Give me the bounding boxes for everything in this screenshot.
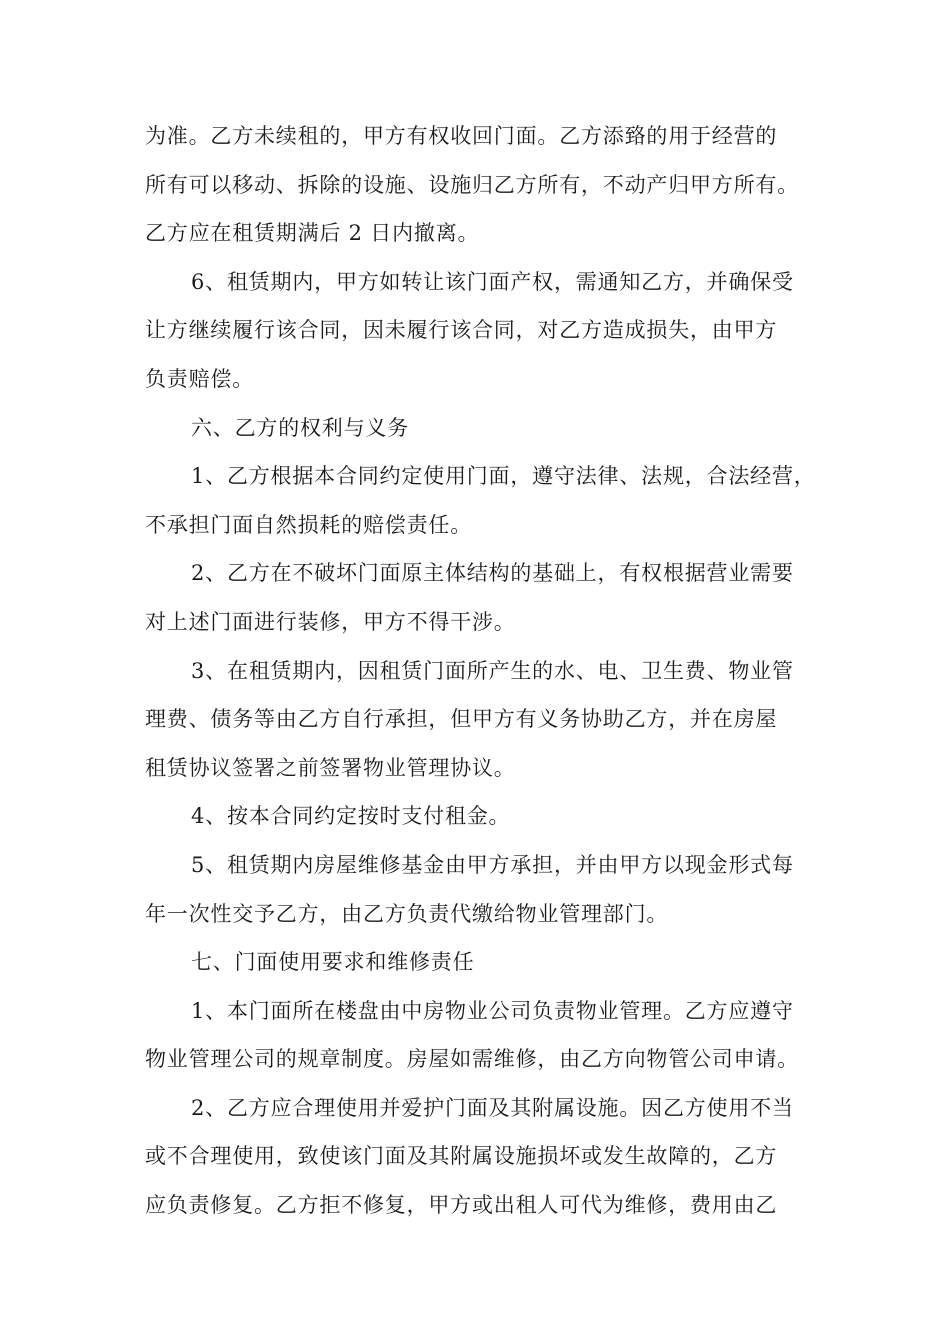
text-line: 负责赔偿。 bbox=[145, 366, 254, 391]
section-heading: 七、门面使用要求和维修责任 bbox=[191, 950, 475, 975]
text-line: 乙方应在租赁期满后 2 日内撤离。 bbox=[145, 221, 480, 246]
paragraph-start-line: 6、租赁期内，甲方如转让该门面产权，需通知乙方，并确保受 bbox=[191, 269, 794, 294]
paragraph-start-line: 4、按本合同约定按时支付租金。 bbox=[191, 804, 511, 829]
paragraph-start-line: 5、租赁期内房屋维修基金由甲方承担，并由甲方以现金形式每 bbox=[191, 852, 794, 877]
text-line: 物业管理公司的规章制度。房屋如需维修，由乙方向物管公司申请。 bbox=[145, 1047, 799, 1072]
document-body bbox=[145, 112, 825, 1230]
paragraph-start-line: 3、在租赁期内，因租赁门面所产生的水、电、卫生费、物业管 bbox=[191, 658, 794, 683]
paragraph-start-line: 1、乙方根据本合同约定使用门面，遵守法律、法规，合法经营， bbox=[191, 464, 816, 489]
paragraph-start-line: 1、本门面所在楼盘由中房物业公司负责物业管理。乙方应遵守 bbox=[191, 998, 794, 1023]
text-line: 不承担门面自然损耗的赔偿责任。 bbox=[145, 512, 472, 537]
text-line: 让方继续履行该合同，因未履行该合同，对乙方造成损失，由甲方 bbox=[145, 318, 778, 343]
text-line: 应负责修复。乙方拒不修复，甲方或出租人可代为维修，费用由乙 bbox=[145, 1193, 778, 1218]
text-line: 或不合理使用，致使该门面及其附属设施损坏或发生故障的，乙方 bbox=[145, 1144, 778, 1169]
paragraph-start-line: 2、乙方应合理使用并爱护门面及其附属设施。因乙方使用不当 bbox=[191, 1095, 794, 1120]
text-line: 所有可以移动、拆除的设施、设施归乙方所有，不动产归甲方所有。 bbox=[145, 172, 799, 197]
section-heading: 六、乙方的权利与义务 bbox=[191, 415, 409, 440]
text-line: 年一次性交予乙方，由乙方负责代缴给物业管理部门。 bbox=[145, 901, 669, 926]
text-line: 为准。乙方未续租的，甲方有权收回门面。乙方添臵的用于经营的 bbox=[145, 124, 778, 148]
text-line: 对上述门面进行装修，甲方不得干涉。 bbox=[145, 609, 516, 634]
text-line: 理费、债务等由乙方自行承担，但甲方有义务协助乙方，并在房屋 bbox=[145, 707, 778, 732]
text-line: 租赁协议签署之前签署物业管理协议。 bbox=[145, 755, 516, 780]
paragraph-start-line: 2、乙方在不破坏门面原主体结构的基础上，有权根据营业需要 bbox=[191, 561, 794, 586]
